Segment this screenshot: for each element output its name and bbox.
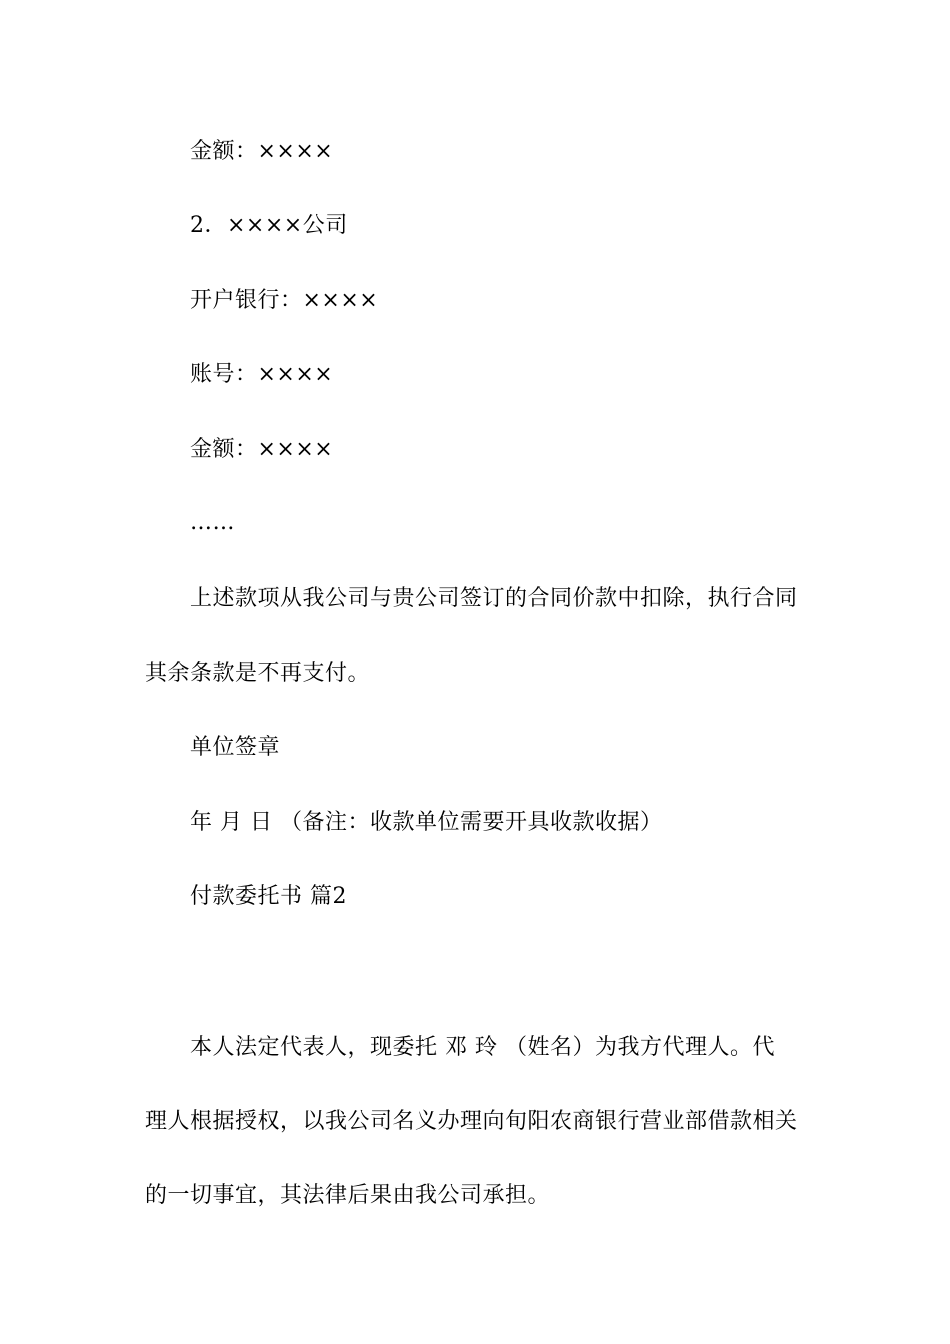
paragraph-deduction-line-1: 上述款项从我公司与贵公司签订的合同价款中扣除，执行合同 <box>190 586 798 611</box>
date-note-line: 年 月 日 （备注：收款单位需要开具收款收据） <box>190 810 663 835</box>
account-line: 账号：×××× <box>190 362 334 387</box>
unit-seal-line: 单位签章 <box>190 735 281 760</box>
paragraph-deduction-line-2: 其余条款是不再支付。 <box>145 661 371 686</box>
amount-line-1: 金额：×××× <box>190 139 334 164</box>
amount-line-2: 金额：×××× <box>190 437 334 462</box>
section-heading: 付款委托书 篇2 <box>190 884 347 909</box>
authorization-line-3: 的一切事宜，其法律后果由我公司承担。 <box>145 1183 551 1208</box>
company-line-2: 2．××××公司 <box>190 213 348 238</box>
authorization-line-2: 理人根据授权，以我公司名义办理向旬阳农商银行营业部借款相关 <box>145 1109 798 1134</box>
authorization-line-1: 本人法定代表人，现委托 邓 玲 （姓名）为我方代理人。代 <box>190 1035 775 1060</box>
ellipsis-line: …… <box>190 510 235 535</box>
bank-line: 开户银行：×××× <box>190 288 379 313</box>
